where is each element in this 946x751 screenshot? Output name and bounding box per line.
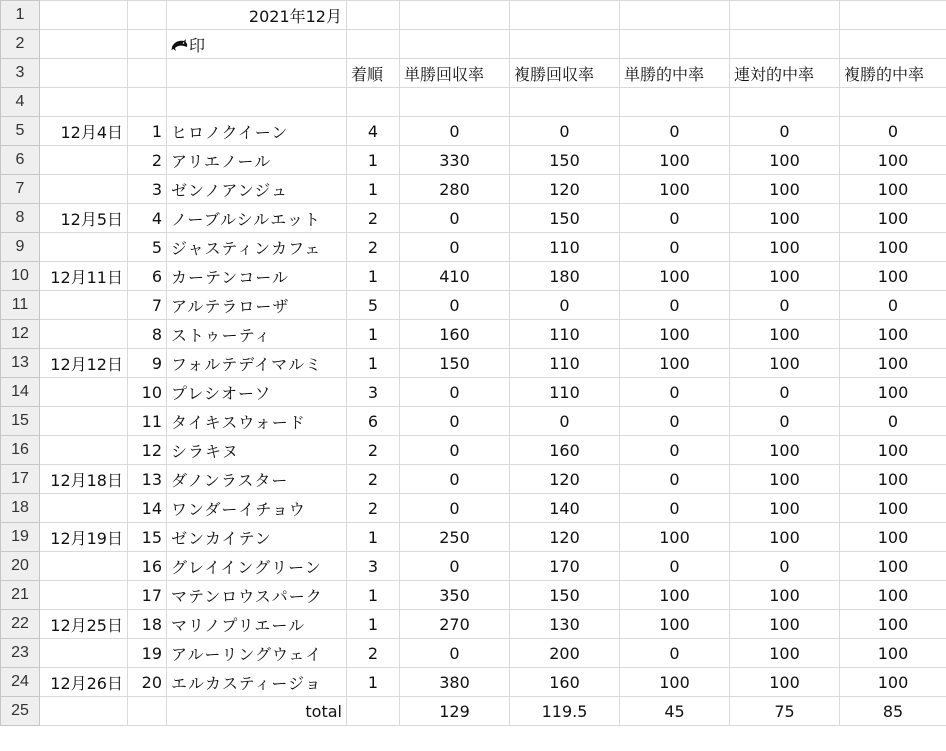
row-header[interactable]: 21 [1, 581, 40, 610]
table-row [1, 494, 946, 523]
total-label-cell[interactable]: total [167, 697, 347, 726]
race-number-cell[interactable]: 14 [128, 494, 167, 523]
place-return-cell[interactable]: 120 [510, 523, 620, 552]
cell[interactable] [730, 88, 840, 117]
row-header[interactable]: 6 [1, 146, 40, 175]
quinella-hit-cell[interactable]: 100 [730, 610, 840, 639]
place-hit-cell[interactable]: 100 [840, 204, 946, 233]
row-header[interactable]: 17 [1, 465, 40, 494]
date-cell[interactable] [40, 436, 128, 465]
win-hit-cell[interactable]: 100 [620, 175, 730, 204]
total-quinella-hit-cell[interactable]: 75 [730, 697, 840, 726]
place-return-cell[interactable]: 140 [510, 494, 620, 523]
horse-name-cell[interactable]: ダノンラスター [167, 465, 347, 494]
place-hit-cell[interactable]: 100 [840, 610, 946, 639]
quinella-hit-cell[interactable]: 100 [730, 262, 840, 291]
win-return-cell[interactable]: 0 [400, 233, 510, 262]
sheet-row [1, 59, 946, 88]
row-header[interactable]: 10 [1, 262, 40, 291]
race-number-cell[interactable]: 8 [128, 320, 167, 349]
place-return-cell[interactable]: 110 [510, 349, 620, 378]
cell[interactable] [400, 1, 510, 30]
quinella-hit-cell[interactable]: 100 [730, 146, 840, 175]
quinella-hit-cell[interactable]: 100 [730, 465, 840, 494]
date-cell[interactable] [40, 581, 128, 610]
quinella-hit-cell[interactable]: 100 [730, 581, 840, 610]
quinella-hit-cell[interactable]: 100 [730, 494, 840, 523]
date-cell[interactable] [40, 552, 128, 581]
place-return-cell[interactable]: 110 [510, 320, 620, 349]
place-return-cell[interactable]: 0 [510, 407, 620, 436]
place-return-cell[interactable]: 170 [510, 552, 620, 581]
race-number-cell[interactable]: 19 [128, 639, 167, 668]
table-row [1, 291, 946, 320]
quinella-hit-cell[interactable]: 0 [730, 117, 840, 146]
row-header[interactable]: 15 [1, 407, 40, 436]
rank-cell[interactable]: 2 [347, 465, 400, 494]
sheet-row [1, 1, 946, 30]
win-hit-cell[interactable]: 100 [620, 668, 730, 697]
horse-name-cell[interactable]: マリノプリエール [167, 610, 347, 639]
win-hit-cell[interactable]: 100 [620, 146, 730, 175]
win-return-cell[interactable]: 0 [400, 465, 510, 494]
total-row [1, 697, 946, 726]
place-return-cell[interactable]: 180 [510, 262, 620, 291]
cell[interactable] [730, 1, 840, 30]
date-cell[interactable]: 12月5日 [40, 204, 128, 233]
win-return-cell[interactable]: 0 [400, 639, 510, 668]
place-hit-cell[interactable]: 100 [840, 262, 946, 291]
row-header[interactable]: 5 [1, 117, 40, 146]
row-header[interactable]: 20 [1, 552, 40, 581]
date-cell[interactable]: 12月25日 [40, 610, 128, 639]
win-return-cell[interactable]: 280 [400, 175, 510, 204]
cell[interactable] [167, 88, 347, 117]
win-return-cell[interactable]: 0 [400, 494, 510, 523]
rank-cell[interactable]: 1 [347, 581, 400, 610]
rank-cell[interactable]: 2 [347, 494, 400, 523]
horse-name-cell[interactable]: ワンダーイチョウ [167, 494, 347, 523]
quinella-hit-cell[interactable]: 100 [730, 204, 840, 233]
table-row [1, 117, 946, 146]
total-win-return-cell[interactable]: 129 [400, 697, 510, 726]
win-return-cell[interactable]: 270 [400, 610, 510, 639]
win-hit-cell[interactable]: 100 [620, 262, 730, 291]
race-number-cell[interactable]: 7 [128, 291, 167, 320]
rank-cell[interactable]: 1 [347, 610, 400, 639]
horse-name-cell[interactable]: ゼンノアンジュ [167, 175, 347, 204]
race-number-cell[interactable]: 1 [128, 117, 167, 146]
place-hit-cell[interactable]: 100 [840, 436, 946, 465]
win-hit-cell[interactable]: 100 [620, 523, 730, 552]
place-return-cell[interactable]: 130 [510, 610, 620, 639]
quinella-hit-cell[interactable]: 0 [730, 291, 840, 320]
win-hit-cell[interactable]: 0 [620, 291, 730, 320]
date-cell[interactable] [40, 146, 128, 175]
quinella-hit-cell[interactable]: 100 [730, 233, 840, 262]
cell[interactable] [128, 30, 167, 59]
mark-label: 印 [189, 35, 206, 55]
cell[interactable] [167, 59, 347, 88]
place-hit-cell[interactable]: 100 [840, 639, 946, 668]
table-row [1, 610, 946, 639]
place-hit-cell[interactable]: 100 [840, 320, 946, 349]
rank-cell[interactable]: 1 [347, 523, 400, 552]
win-hit-cell[interactable]: 0 [620, 378, 730, 407]
rank-cell[interactable]: 1 [347, 349, 400, 378]
rank-cell[interactable]: 1 [347, 146, 400, 175]
row-header[interactable]: 11 [1, 291, 40, 320]
win-hit-cell[interactable]: 0 [620, 639, 730, 668]
cell[interactable] [347, 30, 400, 59]
place-return-cell[interactable]: 0 [510, 117, 620, 146]
race-number-cell[interactable]: 11 [128, 407, 167, 436]
quinella-hit-cell[interactable]: 0 [730, 552, 840, 581]
date-cell[interactable]: 12月11日 [40, 262, 128, 291]
place-return-cell[interactable]: 120 [510, 465, 620, 494]
win-return-cell[interactable]: 150 [400, 349, 510, 378]
place-hit-cell[interactable]: 100 [840, 233, 946, 262]
table-row [1, 233, 946, 262]
horse-name-cell[interactable]: タイキスウォード [167, 407, 347, 436]
cell[interactable] [510, 30, 620, 59]
win-return-cell[interactable]: 0 [400, 407, 510, 436]
cell[interactable] [510, 88, 620, 117]
total-place-return-cell[interactable]: 119.5 [510, 697, 620, 726]
row-header[interactable]: 3 [1, 59, 40, 88]
cell[interactable] [620, 30, 730, 59]
cell[interactable] [730, 30, 840, 59]
row-header[interactable]: 1 [1, 1, 40, 30]
table-row [1, 668, 946, 697]
cell[interactable] [400, 30, 510, 59]
sheet-row [1, 30, 946, 59]
horse-name-cell[interactable]: フォルテデイマルミ [167, 349, 347, 378]
header-win-return[interactable]: 単勝回収率 [400, 59, 510, 88]
cell[interactable] [40, 697, 128, 726]
place-hit-cell[interactable]: 0 [840, 117, 946, 146]
win-return-cell[interactable]: 330 [400, 146, 510, 175]
cell[interactable] [347, 697, 400, 726]
race-number-cell[interactable]: 12 [128, 436, 167, 465]
cell[interactable] [400, 88, 510, 117]
table-row [1, 378, 946, 407]
mark-cell[interactable] [167, 30, 347, 59]
header-quinella-hit[interactable]: 連対的中率 [730, 59, 840, 88]
race-number-cell[interactable]: 2 [128, 146, 167, 175]
cell[interactable] [128, 697, 167, 726]
row-header[interactable]: 16 [1, 436, 40, 465]
date-cell[interactable] [40, 291, 128, 320]
win-return-cell[interactable]: 250 [400, 523, 510, 552]
header-rank[interactable]: 着順 [347, 59, 400, 88]
row-header[interactable]: 18 [1, 494, 40, 523]
win-hit-cell[interactable]: 0 [620, 204, 730, 233]
win-return-cell[interactable]: 350 [400, 581, 510, 610]
place-return-cell[interactable]: 150 [510, 204, 620, 233]
quinella-hit-cell[interactable]: 100 [730, 320, 840, 349]
row-header[interactable]: 22 [1, 610, 40, 639]
place-hit-cell[interactable]: 100 [840, 146, 946, 175]
table-row [1, 407, 946, 436]
horse-name-cell[interactable]: グレイイングリーン [167, 552, 347, 581]
race-number-cell[interactable]: 13 [128, 465, 167, 494]
rank-cell[interactable]: 2 [347, 204, 400, 233]
win-hit-cell[interactable]: 0 [620, 117, 730, 146]
horse-name-cell[interactable]: アルーリングウェイ [167, 639, 347, 668]
place-hit-cell[interactable]: 100 [840, 465, 946, 494]
header-win-hit[interactable]: 単勝的中率 [620, 59, 730, 88]
cell[interactable] [840, 88, 946, 117]
rank-cell[interactable]: 3 [347, 378, 400, 407]
quinella-hit-cell[interactable]: 100 [730, 436, 840, 465]
quinella-hit-cell[interactable]: 100 [730, 349, 840, 378]
table-row [1, 581, 946, 610]
table-row [1, 262, 946, 291]
rank-cell[interactable]: 2 [347, 436, 400, 465]
quinella-hit-cell[interactable]: 100 [730, 639, 840, 668]
win-return-cell[interactable]: 0 [400, 117, 510, 146]
race-number-cell[interactable]: 3 [128, 175, 167, 204]
win-return-cell[interactable]: 0 [400, 378, 510, 407]
race-number-cell[interactable]: 18 [128, 610, 167, 639]
row-header[interactable]: 19 [1, 523, 40, 552]
place-hit-cell[interactable]: 100 [840, 378, 946, 407]
race-number-cell[interactable]: 9 [128, 349, 167, 378]
race-number-cell[interactable]: 20 [128, 668, 167, 697]
place-hit-cell[interactable]: 100 [840, 523, 946, 552]
date-cell[interactable] [40, 233, 128, 262]
win-return-cell[interactable]: 0 [400, 436, 510, 465]
win-return-cell[interactable]: 410 [400, 262, 510, 291]
date-cell[interactable]: 12月19日 [40, 523, 128, 552]
quinella-hit-cell[interactable]: 0 [730, 407, 840, 436]
place-hit-cell[interactable]: 100 [840, 175, 946, 204]
place-hit-cell[interactable]: 0 [840, 407, 946, 436]
row-header[interactable]: 23 [1, 639, 40, 668]
race-number-cell[interactable]: 4 [128, 204, 167, 233]
win-return-cell[interactable]: 380 [400, 668, 510, 697]
rank-cell[interactable]: 2 [347, 233, 400, 262]
table-row [1, 320, 946, 349]
win-hit-cell[interactable]: 100 [620, 581, 730, 610]
row-header[interactable]: 12 [1, 320, 40, 349]
place-return-cell[interactable]: 0 [510, 291, 620, 320]
win-hit-cell[interactable]: 0 [620, 552, 730, 581]
place-hit-cell[interactable]: 100 [840, 668, 946, 697]
row-header[interactable]: 4 [1, 88, 40, 117]
date-cell[interactable]: 12月18日 [40, 465, 128, 494]
cell[interactable] [620, 1, 730, 30]
win-return-cell[interactable]: 0 [400, 291, 510, 320]
horse-name-cell[interactable]: ストゥーティ [167, 320, 347, 349]
rank-cell[interactable]: 1 [347, 668, 400, 697]
win-hit-cell[interactable]: 0 [620, 436, 730, 465]
cell[interactable] [347, 88, 400, 117]
row-header[interactable]: 24 [1, 668, 40, 697]
cell[interactable] [40, 30, 128, 59]
horse-name-cell[interactable]: アリエノール [167, 146, 347, 175]
win-hit-cell[interactable]: 0 [620, 407, 730, 436]
race-number-cell[interactable]: 10 [128, 378, 167, 407]
horse-name-cell[interactable]: エルカスティージョ [167, 668, 347, 697]
cell[interactable] [620, 88, 730, 117]
place-return-cell[interactable]: 200 [510, 639, 620, 668]
cell[interactable] [128, 88, 167, 117]
rank-cell[interactable]: 6 [347, 407, 400, 436]
horse-name-cell[interactable]: ノーブルシルエット [167, 204, 347, 233]
race-number-cell[interactable]: 5 [128, 233, 167, 262]
win-hit-cell[interactable]: 100 [620, 349, 730, 378]
cell[interactable] [347, 1, 400, 30]
date-cell[interactable] [40, 378, 128, 407]
rank-cell[interactable]: 2 [347, 639, 400, 668]
date-cell[interactable] [40, 494, 128, 523]
date-cell[interactable]: 12月4日 [40, 117, 128, 146]
date-cell[interactable] [40, 175, 128, 204]
rank-cell[interactable]: 1 [347, 320, 400, 349]
rank-cell[interactable]: 5 [347, 291, 400, 320]
place-return-cell[interactable]: 160 [510, 668, 620, 697]
rank-cell[interactable]: 4 [347, 117, 400, 146]
race-number-cell[interactable]: 17 [128, 581, 167, 610]
quinella-hit-cell[interactable]: 100 [730, 175, 840, 204]
place-hit-cell[interactable]: 100 [840, 581, 946, 610]
win-hit-cell[interactable]: 0 [620, 494, 730, 523]
place-return-cell[interactable]: 120 [510, 175, 620, 204]
date-cell[interactable]: 12月12日 [40, 349, 128, 378]
place-return-cell[interactable]: 110 [510, 378, 620, 407]
win-hit-cell[interactable]: 0 [620, 233, 730, 262]
table-row [1, 436, 946, 465]
row-header[interactable]: 2 [1, 30, 40, 59]
horse-name-cell[interactable]: ジャスティンカフェ [167, 233, 347, 262]
sheet-row [1, 88, 946, 117]
horse-name-cell[interactable]: ゼンカイテン [167, 523, 347, 552]
rank-cell[interactable]: 1 [347, 175, 400, 204]
cell[interactable] [510, 1, 620, 30]
header-place-hit[interactable]: 複勝的中率 [840, 59, 946, 88]
row-header[interactable]: 13 [1, 349, 40, 378]
race-number-cell[interactable]: 15 [128, 523, 167, 552]
cell[interactable] [840, 30, 946, 59]
win-return-cell[interactable]: 160 [400, 320, 510, 349]
place-return-cell[interactable]: 150 [510, 146, 620, 175]
row-header[interactable]: 8 [1, 204, 40, 233]
win-hit-cell[interactable]: 100 [620, 320, 730, 349]
table-row [1, 349, 946, 378]
table-row [1, 523, 946, 552]
table-row [1, 175, 946, 204]
quinella-hit-cell[interactable]: 100 [730, 668, 840, 697]
win-hit-cell[interactable]: 100 [620, 610, 730, 639]
horse-name-cell[interactable]: アルテラローザ [167, 291, 347, 320]
place-return-cell[interactable]: 160 [510, 436, 620, 465]
header-place-return[interactable]: 複勝回収率 [510, 59, 620, 88]
place-hit-cell[interactable]: 100 [840, 349, 946, 378]
horse-name-cell[interactable]: プレシオーソ [167, 378, 347, 407]
race-number-cell[interactable]: 16 [128, 552, 167, 581]
cell[interactable] [128, 1, 167, 30]
table-row [1, 146, 946, 175]
date-cell[interactable] [40, 639, 128, 668]
total-win-hit-cell[interactable]: 45 [620, 697, 730, 726]
place-hit-cell[interactable]: 0 [840, 291, 946, 320]
horse-name-cell[interactable]: マテンロウスパーク [167, 581, 347, 610]
win-return-cell[interactable]: 0 [400, 552, 510, 581]
cell[interactable] [40, 59, 128, 88]
dolphin-icon [171, 38, 188, 52]
cell[interactable] [40, 88, 128, 117]
rank-cell[interactable]: 1 [347, 262, 400, 291]
place-return-cell[interactable]: 150 [510, 581, 620, 610]
horse-name-cell[interactable]: カーテンコール [167, 262, 347, 291]
race-number-cell[interactable]: 6 [128, 262, 167, 291]
date-cell[interactable]: 12月26日 [40, 668, 128, 697]
quinella-hit-cell[interactable]: 100 [730, 523, 840, 552]
horse-name-cell[interactable]: シラキヌ [167, 436, 347, 465]
table-row [1, 465, 946, 494]
rank-cell[interactable]: 3 [347, 552, 400, 581]
date-cell[interactable] [40, 320, 128, 349]
horse-name-cell[interactable]: ヒロノクイーン [167, 117, 347, 146]
table-row [1, 639, 946, 668]
win-return-cell[interactable]: 0 [400, 204, 510, 233]
total-place-hit-cell[interactable]: 85 [840, 697, 946, 726]
cell[interactable] [128, 59, 167, 88]
cell[interactable] [40, 1, 128, 30]
row-header[interactable]: 7 [1, 175, 40, 204]
place-hit-cell[interactable]: 100 [840, 494, 946, 523]
quinella-hit-cell[interactable]: 0 [730, 378, 840, 407]
win-hit-cell[interactable]: 0 [620, 465, 730, 494]
cell[interactable] [840, 1, 946, 30]
place-hit-cell[interactable]: 100 [840, 552, 946, 581]
row-header[interactable]: 9 [1, 233, 40, 262]
place-return-cell[interactable]: 110 [510, 233, 620, 262]
row-header[interactable]: 25 [1, 697, 40, 726]
row-header[interactable]: 14 [1, 378, 40, 407]
date-cell[interactable] [40, 407, 128, 436]
month-title-cell[interactable]: 2021年12月 [167, 1, 347, 30]
table-row [1, 204, 946, 233]
table-row [1, 552, 946, 581]
